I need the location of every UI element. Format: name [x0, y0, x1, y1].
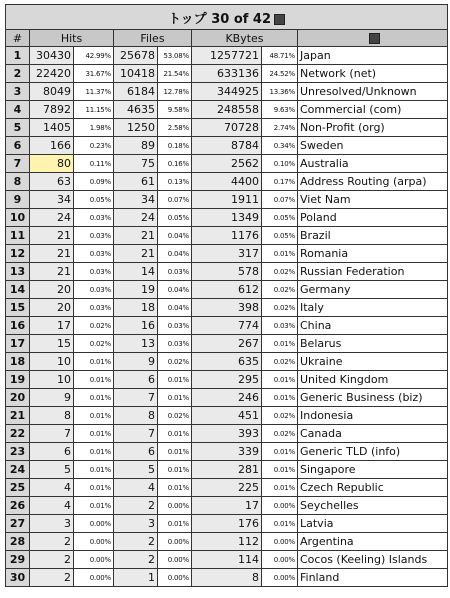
kbytes-pct-cell: 0.01% [262, 479, 298, 497]
country-cell: Japan [298, 47, 448, 65]
kbytes-pct-cell: 0.01% [262, 389, 298, 407]
hits-pct-cell: 11.37% [74, 83, 114, 101]
table-row [6, 83, 448, 101]
country-cell: Generic Business (biz) [298, 389, 448, 407]
files-pct-cell: 0.13% [158, 173, 192, 191]
rank-cell: 25 [6, 479, 30, 497]
country-cell: Cocos (Keeling) Islands [298, 551, 448, 569]
kbytes-pct-cell: 0.00% [262, 497, 298, 515]
kbytes-pct-cell: 0.34% [262, 137, 298, 155]
hits-pct-cell: 0.01% [74, 407, 114, 425]
files-pct-cell: 0.03% [158, 317, 192, 335]
rank-cell: 8 [6, 173, 30, 191]
files-pct-cell: 0.00% [158, 533, 192, 551]
files-pct-cell: 0.02% [158, 353, 192, 371]
kbytes-cell: 398 [192, 299, 262, 317]
kbytes-cell: 317 [192, 245, 262, 263]
kbytes-pct-cell: 0.01% [262, 443, 298, 461]
kbytes-pct-cell: 0.07% [262, 191, 298, 209]
kbytes-cell: 4400 [192, 173, 262, 191]
kbytes-cell: 1257721 [192, 47, 262, 65]
hits-pct-cell: 11.15% [74, 101, 114, 119]
files-pct-cell: 0.01% [158, 461, 192, 479]
kbytes-pct-cell: 0.03% [262, 317, 298, 335]
files-cell: 5 [114, 461, 158, 479]
kbytes-pct-cell: 0.01% [262, 245, 298, 263]
rank-cell: 22 [6, 425, 30, 443]
kbytes-cell: 267 [192, 335, 262, 353]
hits-pct-cell: 0.00% [74, 551, 114, 569]
rank-cell: 5 [6, 119, 30, 137]
kbytes-cell: 246 [192, 389, 262, 407]
table-row [6, 137, 448, 155]
files-cell: 2 [114, 497, 158, 515]
kbytes-cell: 176 [192, 515, 262, 533]
files-cell: 21 [114, 245, 158, 263]
country-stats-sheet [5, 4, 447, 596]
country-cell: Canada [298, 425, 448, 443]
country-cell: Sweden [298, 137, 448, 155]
rank-cell: 24 [6, 461, 30, 479]
hits-pct-cell: 0.02% [74, 317, 114, 335]
rank-cell: 29 [6, 551, 30, 569]
hits-cell: 2 [30, 533, 74, 551]
table-row [6, 281, 448, 299]
files-pct-cell: 0.16% [158, 155, 192, 173]
kbytes-header: KBytes [192, 30, 298, 47]
hits-cell: 4 [30, 479, 74, 497]
hits-pct-cell: 0.03% [74, 263, 114, 281]
files-cell: 7 [114, 389, 158, 407]
kbytes-cell: 8 [192, 569, 262, 587]
country-cell: Viet Nam [298, 191, 448, 209]
kbytes-cell: 339 [192, 443, 262, 461]
country-cell: Indonesia [298, 407, 448, 425]
files-pct-cell: 0.18% [158, 137, 192, 155]
rank-cell: 15 [6, 299, 30, 317]
hits-cell: 4 [30, 497, 74, 515]
rank-cell: 13 [6, 263, 30, 281]
country-cell: Belarus [298, 335, 448, 353]
files-cell: 3 [114, 515, 158, 533]
hits-pct-cell: 0.03% [74, 227, 114, 245]
hits-cell: 21 [30, 227, 74, 245]
kbytes-pct-cell: 0.00% [262, 533, 298, 551]
rank-cell: 23 [6, 443, 30, 461]
files-cell: 4635 [114, 101, 158, 119]
rank-cell: 3 [6, 83, 30, 101]
kbytes-cell: 344925 [192, 83, 262, 101]
table-row [6, 65, 448, 83]
files-pct-cell: 0.01% [158, 371, 192, 389]
hits-pct-cell: 0.01% [74, 353, 114, 371]
files-pct-cell: 0.04% [158, 299, 192, 317]
kbytes-cell: 2562 [192, 155, 262, 173]
files-pct-cell: 0.04% [158, 245, 192, 263]
files-pct-cell: 53.08% [158, 47, 192, 65]
files-cell: 18 [114, 299, 158, 317]
files-cell: 25678 [114, 47, 158, 65]
rank-cell: 2 [6, 65, 30, 83]
files-cell: 1250 [114, 119, 158, 137]
kbytes-cell: 393 [192, 425, 262, 443]
kbytes-pct-cell: 0.01% [262, 371, 298, 389]
kbytes-pct-cell: 24.52% [262, 65, 298, 83]
hits-pct-cell: 0.11% [74, 155, 114, 173]
kbytes-cell: 612 [192, 281, 262, 299]
hits-header: Hits [30, 30, 114, 47]
hits-cell: 17 [30, 317, 74, 335]
table-body [6, 47, 448, 587]
country-cell: Germany [298, 281, 448, 299]
hits-pct-cell: 0.03% [74, 209, 114, 227]
files-cell: 10418 [114, 65, 158, 83]
country-cell: Czech Republic [298, 479, 448, 497]
table-row [6, 461, 448, 479]
files-pct-cell: 12.78% [158, 83, 192, 101]
kbytes-cell: 248558 [192, 101, 262, 119]
kbytes-pct-cell: 0.02% [262, 407, 298, 425]
files-pct-cell: 2.58% [158, 119, 192, 137]
files-header: Files [114, 30, 192, 47]
kbytes-cell: 17 [192, 497, 262, 515]
rank-cell: 16 [6, 317, 30, 335]
rank-cell: 14 [6, 281, 30, 299]
files-cell: 16 [114, 317, 158, 335]
rank-cell: 7 [6, 155, 30, 173]
kbytes-pct-cell: 2.74% [262, 119, 298, 137]
kbytes-cell: 633136 [192, 65, 262, 83]
kbytes-cell: 295 [192, 371, 262, 389]
hits-pct-cell: 0.01% [74, 371, 114, 389]
kbytes-pct-cell: 0.02% [262, 263, 298, 281]
table-row [6, 371, 448, 389]
table-row [6, 425, 448, 443]
hits-pct-cell: 1.98% [74, 119, 114, 137]
hits-cell: 2 [30, 551, 74, 569]
files-cell: 2 [114, 551, 158, 569]
hits-pct-cell: 0.01% [74, 461, 114, 479]
rank-cell: 17 [6, 335, 30, 353]
hits-cell: 21 [30, 263, 74, 281]
rank-cell: 10 [6, 209, 30, 227]
rank-cell: 9 [6, 191, 30, 209]
hits-cell: 8049 [30, 83, 74, 101]
rank-cell: 20 [6, 389, 30, 407]
files-cell: 13 [114, 335, 158, 353]
files-cell: 14 [114, 263, 158, 281]
rank-cell: 4 [6, 101, 30, 119]
files-pct-cell: 0.01% [158, 479, 192, 497]
table-row [6, 443, 448, 461]
table-row [6, 227, 448, 245]
country-cell: Brazil [298, 227, 448, 245]
kbytes-pct-cell: 0.02% [262, 425, 298, 443]
hits-pct-cell: 0.01% [74, 497, 114, 515]
files-cell: 61 [114, 173, 158, 191]
table-row [6, 407, 448, 425]
table-row [6, 119, 448, 137]
country-cell: China [298, 317, 448, 335]
hits-cell: 2 [30, 569, 74, 587]
hits-pct-cell: 0.00% [74, 569, 114, 587]
country-cell: Romania [298, 245, 448, 263]
files-cell: 2 [114, 533, 158, 551]
rank-cell: 27 [6, 515, 30, 533]
hits-cell: 20 [30, 299, 74, 317]
kbytes-cell: 578 [192, 263, 262, 281]
table-row [6, 479, 448, 497]
kbytes-pct-cell: 0.01% [262, 335, 298, 353]
kbytes-cell: 774 [192, 317, 262, 335]
files-cell: 9 [114, 353, 158, 371]
hits-cell: 15 [30, 335, 74, 353]
kbytes-pct-cell: 0.17% [262, 173, 298, 191]
kbytes-cell: 225 [192, 479, 262, 497]
files-pct-cell: 0.03% [158, 335, 192, 353]
country-header [298, 30, 448, 47]
table-row [6, 101, 448, 119]
hits-pct-cell: 0.00% [74, 533, 114, 551]
hits-pct-cell: 0.05% [74, 191, 114, 209]
country-cell: United Kingdom [298, 371, 448, 389]
hits-cell: 30430 [30, 47, 74, 65]
table-row [6, 209, 448, 227]
table-row [6, 317, 448, 335]
hits-cell: 34 [30, 191, 74, 209]
kbytes-cell: 451 [192, 407, 262, 425]
country-cell: Address Routing (arpa) [298, 173, 448, 191]
files-pct-cell: 21.54% [158, 65, 192, 83]
hits-cell: 6 [30, 443, 74, 461]
table-row [6, 497, 448, 515]
files-pct-cell: 0.01% [158, 443, 192, 461]
files-pct-cell: 0.01% [158, 389, 192, 407]
files-cell: 8 [114, 407, 158, 425]
hits-cell: 24 [30, 209, 74, 227]
column-header-row [6, 30, 448, 47]
files-pct-cell: 0.07% [158, 191, 192, 209]
table-row [6, 299, 448, 317]
kbytes-cell: 1176 [192, 227, 262, 245]
files-cell: 21 [114, 227, 158, 245]
files-cell: 6184 [114, 83, 158, 101]
kbytes-cell: 112 [192, 533, 262, 551]
files-cell: 1 [114, 569, 158, 587]
table-row [6, 515, 448, 533]
kbytes-pct-cell: 0.00% [262, 551, 298, 569]
country-cell: Finland [298, 569, 448, 587]
rank-cell: 18 [6, 353, 30, 371]
kbytes-cell: 281 [192, 461, 262, 479]
kbytes-cell: 1911 [192, 191, 262, 209]
files-pct-cell: 0.00% [158, 497, 192, 515]
hits-pct-cell: 0.00% [74, 515, 114, 533]
kbytes-pct-cell: 0.02% [262, 353, 298, 371]
hits-cell: 8 [30, 407, 74, 425]
hits-cell: 10 [30, 353, 74, 371]
table-row [6, 533, 448, 551]
files-pct-cell: 0.01% [158, 425, 192, 443]
country-cell: Network (net) [298, 65, 448, 83]
country-cell: Unresolved/Unknown [298, 83, 448, 101]
hits-pct-cell: 0.03% [74, 281, 114, 299]
files-pct-cell: 0.02% [158, 407, 192, 425]
table-row [6, 389, 448, 407]
country-cell: Latvia [298, 515, 448, 533]
country-stats-table [5, 4, 448, 587]
kbytes-cell: 70728 [192, 119, 262, 137]
rank-cell: 11 [6, 227, 30, 245]
table-row [6, 551, 448, 569]
hits-cell: 7 [30, 425, 74, 443]
rank-cell: 30 [6, 569, 30, 587]
table-row [6, 263, 448, 281]
table-row [6, 155, 448, 173]
kbytes-cell: 8784 [192, 137, 262, 155]
country-cell: Singapore [298, 461, 448, 479]
table-title-text: トップ 30 of 42 [168, 11, 272, 27]
table-row [6, 47, 448, 65]
kbytes-pct-cell: 0.10% [262, 155, 298, 173]
files-pct-cell: 0.00% [158, 551, 192, 569]
hits-cell: 1405 [30, 119, 74, 137]
hits-cell: 9 [30, 389, 74, 407]
kbytes-pct-cell: 0.05% [262, 209, 298, 227]
files-pct-cell: 0.00% [158, 569, 192, 587]
country-cell: Argentina [298, 533, 448, 551]
table-title [6, 5, 448, 30]
kbytes-cell: 1349 [192, 209, 262, 227]
files-cell: 7 [114, 425, 158, 443]
rank-cell: 19 [6, 371, 30, 389]
files-cell: 6 [114, 371, 158, 389]
flag-icon [274, 14, 285, 25]
hits-cell: 22420 [30, 65, 74, 83]
rank-cell: 6 [6, 137, 30, 155]
table-row [6, 353, 448, 371]
files-cell: 19 [114, 281, 158, 299]
rank-cell: 26 [6, 497, 30, 515]
hits-cell: 166 [30, 137, 74, 155]
hits-pct-cell: 0.03% [74, 245, 114, 263]
kbytes-pct-cell: 0.00% [262, 569, 298, 587]
rank-header: # [6, 30, 30, 47]
hits-cell: 7892 [30, 101, 74, 119]
country-cell: Poland [298, 209, 448, 227]
hits-pct-cell: 0.03% [74, 299, 114, 317]
rank-cell: 21 [6, 407, 30, 425]
files-cell: 4 [114, 479, 158, 497]
hits-cell: 3 [30, 515, 74, 533]
rank-cell: 28 [6, 533, 30, 551]
rank-cell: 12 [6, 245, 30, 263]
hits-pct-cell: 0.01% [74, 425, 114, 443]
files-cell: 24 [114, 209, 158, 227]
country-cell: Commercial (com) [298, 101, 448, 119]
country-cell: Non-Profit (org) [298, 119, 448, 137]
country-cell: Ukraine [298, 353, 448, 371]
files-cell: 75 [114, 155, 158, 173]
files-pct-cell: 0.05% [158, 209, 192, 227]
hits-pct-cell: 0.01% [74, 443, 114, 461]
hits-cell: 5 [30, 461, 74, 479]
hits-cell: 21 [30, 245, 74, 263]
country-cell: Italy [298, 299, 448, 317]
rank-cell: 1 [6, 47, 30, 65]
files-cell: 34 [114, 191, 158, 209]
files-cell: 6 [114, 443, 158, 461]
kbytes-pct-cell: 0.05% [262, 227, 298, 245]
kbytes-pct-cell: 0.01% [262, 461, 298, 479]
kbytes-cell: 635 [192, 353, 262, 371]
country-cell: Russian Federation [298, 263, 448, 281]
files-pct-cell: 9.58% [158, 101, 192, 119]
country-cell: Generic TLD (info) [298, 443, 448, 461]
table-row [6, 173, 448, 191]
hits-cell: 10 [30, 371, 74, 389]
kbytes-pct-cell: 13.36% [262, 83, 298, 101]
hits-pct-cell: 0.02% [74, 335, 114, 353]
files-pct-cell: 0.01% [158, 515, 192, 533]
kbytes-pct-cell: 0.02% [262, 281, 298, 299]
flag-icon [369, 33, 380, 44]
files-pct-cell: 0.03% [158, 263, 192, 281]
kbytes-pct-cell: 0.02% [262, 299, 298, 317]
country-cell: Seychelles [298, 497, 448, 515]
kbytes-pct-cell: 9.63% [262, 101, 298, 119]
hits-cell: 80 [30, 155, 74, 173]
hits-pct-cell: 42.99% [74, 47, 114, 65]
kbytes-pct-cell: 48.71% [262, 47, 298, 65]
kbytes-cell: 114 [192, 551, 262, 569]
table-row [6, 335, 448, 353]
hits-pct-cell: 0.01% [74, 479, 114, 497]
hits-pct-cell: 0.23% [74, 137, 114, 155]
country-cell: Australia [298, 155, 448, 173]
files-pct-cell: 0.04% [158, 227, 192, 245]
table-row [6, 569, 448, 587]
hits-pct-cell: 0.09% [74, 173, 114, 191]
table-row [6, 191, 448, 209]
kbytes-pct-cell: 0.01% [262, 515, 298, 533]
hits-pct-cell: 0.01% [74, 389, 114, 407]
hits-cell: 20 [30, 281, 74, 299]
hits-pct-cell: 31.67% [74, 65, 114, 83]
files-cell: 89 [114, 137, 158, 155]
files-pct-cell: 0.04% [158, 281, 192, 299]
table-row [6, 245, 448, 263]
hits-cell: 63 [30, 173, 74, 191]
title-row [6, 5, 448, 30]
